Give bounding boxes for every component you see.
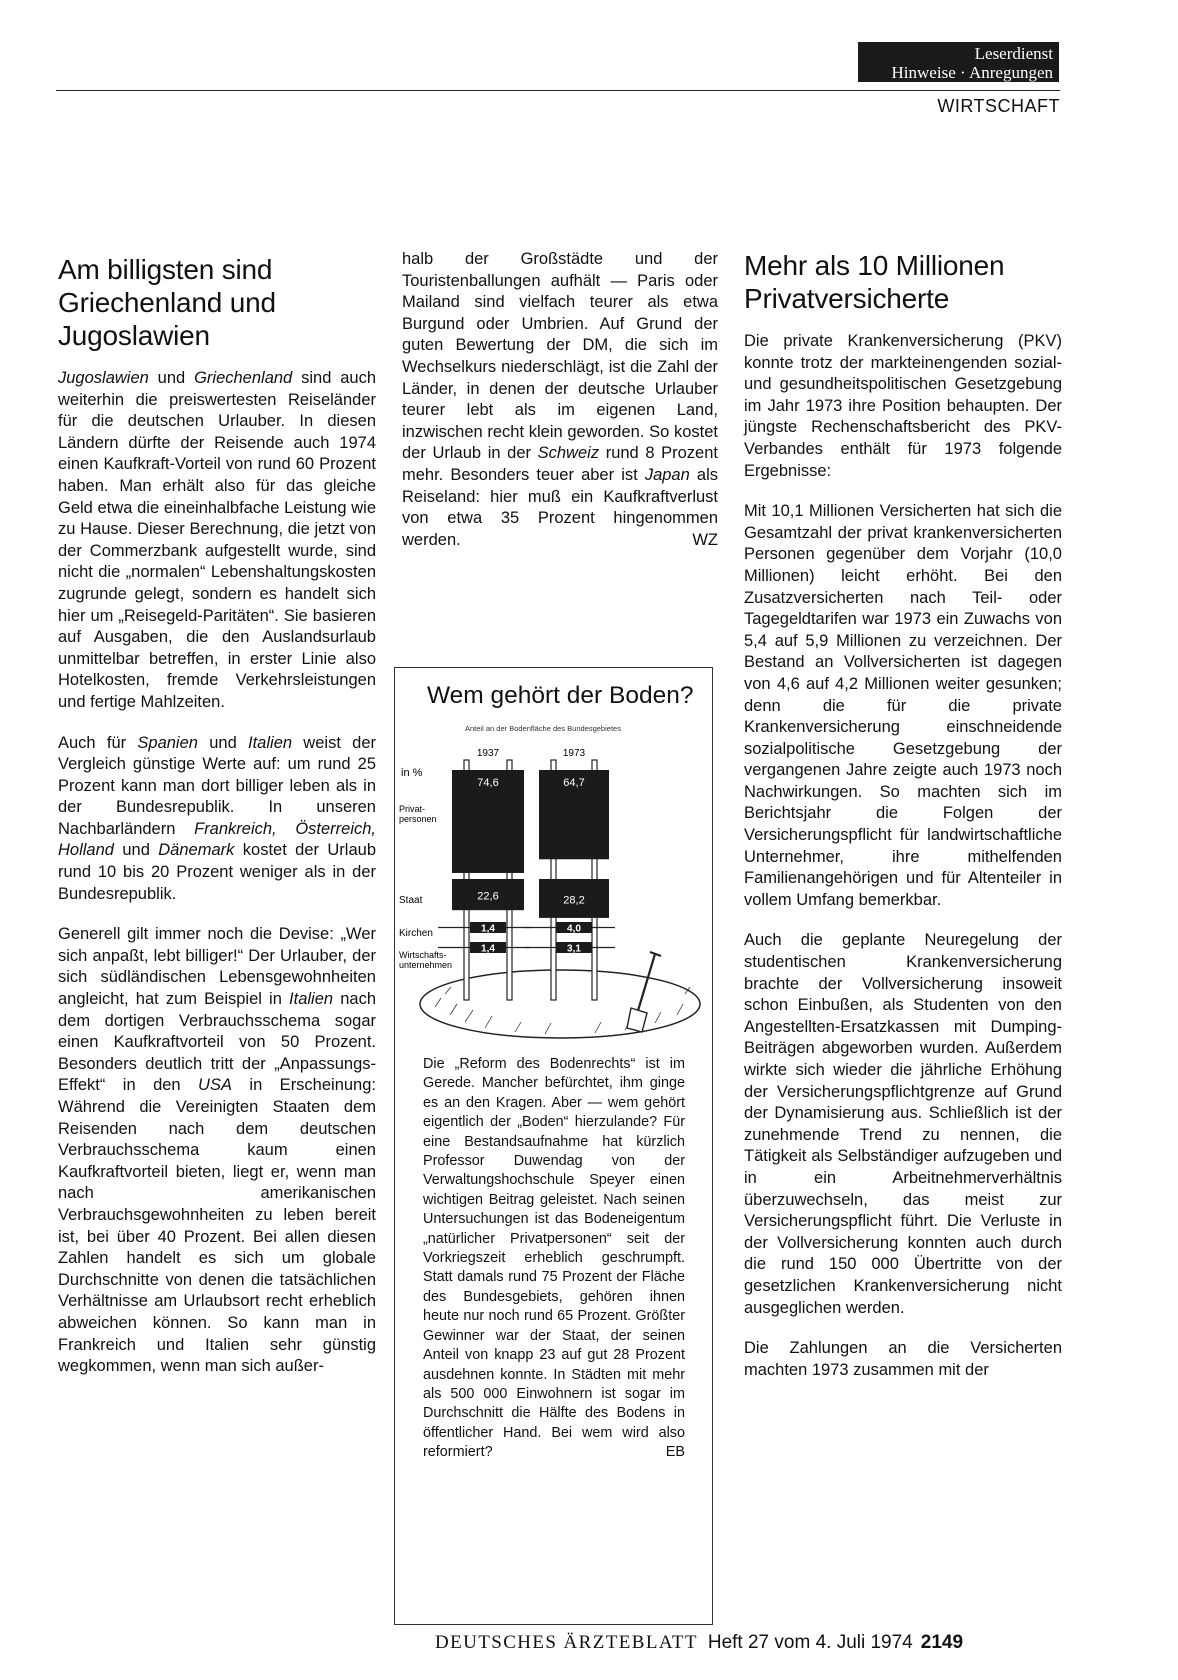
- text-run: Jugoslawien: [58, 369, 149, 387]
- data-label-3-1937: 1,4: [481, 943, 495, 955]
- text-run: und: [113, 841, 159, 860]
- article-1-column-2: [402, 249, 718, 551]
- text-run: Italien: [289, 990, 334, 1009]
- article-2-column: [744, 249, 1062, 1381]
- chart-subtitle: Anteil an der Bodenfläche des Bundesgebietes: [465, 724, 621, 733]
- row-label-kirchen: Kirchen: [399, 928, 433, 939]
- row-label-privatpersonen: Privat-personen: [399, 804, 437, 824]
- text-run: Spanien: [137, 733, 198, 752]
- ground-oval: [420, 970, 700, 1038]
- data-label-2-1937: 1,4: [481, 923, 495, 935]
- article-2-paragraph-4: Die Zahlungen an die Versicherten machten 1973 zusammen mit der: [744, 1339, 1062, 1379]
- text-run: Japan: [644, 465, 690, 484]
- text-run: sind auch weiterhin die preiswertesten Reiseländer für die deutschen Urlauber. In diesen Ländern dürfte der Reisende auch 1974 einen Kaufkraft-Vorteil von rund 60 Prozent haben. Man erhält also für das gleiche Geld etwa die eineinhalbfache Leistung wie zu Hause. Dieser Berechnung, die jetzt von der Commerzbank aufgestellt wurde, sind nicht die „normalen“ Lebenshaltungskosten zugrunde gelegt, sondern es handelt sich hier um „Reisegeld-Paritäten“. Sie basieren auf Ausgaben, die den Auslandsurlaub unmittelbar betreffen, in erster Linie also Hotelkosten, fremde Verkehrsleistungen und fertige Mahlzeiten.: [58, 369, 377, 711]
- unit-label: in %: [401, 767, 423, 779]
- info-box: [394, 667, 713, 1625]
- journal-name: DEUTSCHES ÄRZTEBLATT: [435, 1632, 698, 1653]
- text-run: in Erscheinung: Während die Vereinigten Staaten dem Reisenden nach dem deutschen Verbrauchsschema kaum einen Kaufkraftvorteil bieten, liegt er, wenn man nach amerikanischen Verbrauchsgewohnheiten zu leben bereit ist, bei über 40 Prozent. Bei allen diesen Zahlen handelt es sich um globale Durchschnitte von denen die tatsächlichen Verhältnisse am Urlaubsort recht erheblich abweichen können. So kann man in Frankreich und Italien sehr günstig wegkommen, wenn man sich außer-: [58, 1076, 376, 1376]
- article-2-paragraph-1: Die private Krankenversicherung (PKV) konnte trotz der markteinengenden sozial- und gesundheitspolitischen Gesetzgebung im Jahr 1973 ihre Position behaupten. Der jüngste Rechenschaftsbericht des PKV-Verbandes enthält für 1973 folgende Ergebnisse:: [744, 332, 1062, 480]
- year-label-1937: 1937: [476, 748, 500, 759]
- text-run: halb der Großstädte und der Touristenballungen aufhält — Paris oder Mailand sind vielfach teurer als etwa Burgund oder Umbrien. Auf Grund der guten Bewertung der DM, die sich im Wechselkurs niederschlägt, ist die Zahl der Länder, in denen der deutsche Urlauber teurer lebt als im eigenen Land, inzwischen recht klein geworden. So kostet der Urlaub in der: [402, 250, 718, 463]
- leserdienst-badge: [858, 42, 1059, 82]
- article-1-paragraph-2: [58, 733, 376, 906]
- text-run: Auch für: [58, 733, 138, 752]
- box-author: EB: [665, 1444, 685, 1461]
- issue-info: Heft 27 vom 4. Juli 1974: [707, 1632, 913, 1653]
- data-label-2-1973: 4,0: [567, 923, 581, 935]
- shovel-icon: [627, 952, 661, 1032]
- text-run: und: [197, 733, 249, 752]
- badge-line-1: Leserdienst: [974, 44, 1053, 63]
- text-run: weist der Vergleich günstige Werte auf: um rund 25 Prozent kann man dort billiger leben als in der Bundesrepublik. In unseren Nachbarländern: [58, 733, 377, 838]
- article-2-paragraph-3: Auch die geplante Neuregelung der studentischen Krankenversicherung brachte der Vollversicherung insoweit schon Einbußen, als Studenten von den Angestellten-Ersatzkassen mit Dumping-Beiträgen abgeworben wurden. Außerdem wirkte sich wieder die jährliche Erhöhung der Versicherungspflichtgrenze auf Grund der Dynamisierung aus. Schließlich ist der zunehmende Trend zu nennen, die Tätigkeit als Selbständiger aufzugeben und in ein Arbeitnehmerverhältnis überzuwechseln, das meist zur Versicherungspflicht führt. Die Verluste in der Vollversicherung konnten auch durch die rund 150 000 Übertritte von der gesetzlichen Krankenversicherung nicht ausgeglichen werden.: [744, 931, 1062, 1317]
- land-ownership-chart: [395, 732, 712, 1054]
- data-label-1-1937: 22,6: [477, 890, 499, 903]
- text-run: kostet der Urlaub rund 10 bis 20 Prozent weniger als in der Bundesrepublik.: [58, 841, 376, 903]
- grass-hatching: [435, 987, 690, 1034]
- page-footer: [435, 1632, 963, 1654]
- data-label-0-1973: 64,7: [563, 777, 585, 789]
- section-label: WIRTSCHAFT: [937, 96, 1060, 116]
- row-label-wirtschaftsunternehmen: Wirtschafts-unternehmen: [399, 950, 453, 970]
- text-run: nach dem dortigen Verbrauchsschema sogar einen Kaufkraftvorteil von 50 Prozent. Besonders deutlich tritt der „Anpassungs-Effekt“ in den: [58, 990, 376, 1095]
- text-run: Generell gilt immer noch die Devise: „Wer sich anpaßt, lebt billiger!“ Der Urlauber, der sich südländischen Lebensgewohnheiten angleicht, hat zum Beispiel in: [58, 925, 376, 1009]
- text-run: rund 8 Prozent mehr. Besonders teuer aber ist: [402, 444, 718, 484]
- data-label-0-1937: 74,6: [477, 777, 499, 789]
- text-run: Dänemark: [158, 841, 235, 860]
- header-rule: [56, 90, 1060, 91]
- row-label-staat: Staat: [399, 895, 423, 906]
- text-run: USA: [198, 1076, 232, 1095]
- article-1-author: WZ: [692, 530, 718, 549]
- page-number: 2149: [920, 1632, 964, 1653]
- article-1-column-1: [58, 253, 376, 1378]
- box-text: [423, 1055, 685, 1463]
- article-1-paragraph-1: [58, 368, 376, 714]
- text-run: und: [148, 369, 195, 387]
- article-2-title: Mehr als 10 Millionen Privatversicherte: [744, 250, 1005, 314]
- box-title: Wem gehört der Boden?: [427, 682, 694, 709]
- article-2-paragraph-2: Mit 10,1 Millionen Versicherten hat sich die Gesamtzahl der privat krankenversicherten Personen gegenüber dem Vorjahr (10,0 Millionen) leicht erhöht. Bei den Zusatzversicherten nach Teil- oder Tagegeldtarifen war 1973 ein Zuwachs von 5,4 auf 5,9 Millionen zu verzeichnen. Der Bestand an Vollversicherten ist dagegen von 4,6 auf 4,2 Millionen weiter gesunken; denn die für die private Krankenversicherung einschneidende sozialpolitische Gesetzgebung der vergangenen Jahre zeigte auch 1973 noch Nachwirkungen. So machten sich im Berichtsjahr die Folgen der Versicherungspflicht für landwirtschaftliche Unternehmer, ihre mithelfenden Familienangehörigen und für Altenteiler in vollem Umfang bemerkbar.: [744, 502, 1062, 909]
- badge-line-2: Hinweise · Anregungen: [891, 63, 1053, 82]
- article-1-paragraph-4: [402, 249, 718, 551]
- article-1-title: Am billigsten sind Griechenland und Jugoslawien: [58, 254, 276, 351]
- text-run: Frankreich, Österreich, Holland: [58, 819, 377, 860]
- year-label-1973: 1973: [562, 748, 586, 759]
- data-label-1-1973: 28,2: [563, 894, 585, 907]
- text-run: Italien: [248, 733, 293, 752]
- text-run: als Reiseland: hier muß ein Kaufkraftverlust von etwa 35 Prozent hingenommen werden.: [402, 465, 718, 549]
- data-label-3-1973: 3,1: [567, 943, 581, 955]
- text-run: Griechenland: [194, 369, 293, 387]
- text-run: Schweiz: [537, 444, 600, 463]
- box-text-body: Die „Reform des Bodenrechts“ ist im Gerede. Mancher befürchtet, ihm ginge es an den Kragen. Aber — wem gehört eigentlich der „Boden“ hierzulande? Für eine Bestandsaufnahme hat kürzlich Professor Duwendag von der Verwaltungshochschule Speyer einen wichtigen Beitrag geleistet. Nach seinen Untersuchungen ist das Bodeneigentum „natürlicher Privatpersonen“ seit der Vorkriegszeit erheblich geschrumpft. Statt damals rund 75 Prozent der Fläche des Bundesgebiets, gehören ihnen heute nur noch rund 65 Prozent. Größter Gewinner war der Staat, der seinen Anteil von knapp 23 auf gut 28 Prozent ausdehnen konnte. In Städten mit mehr als 500 000 Einwohnern ist sogar im Durchschnitt die Hälfte des Bodens in öffentlicher Hand. Bei wem wird also reformiert?: [423, 1056, 685, 1461]
- article-1-paragraph-3: [58, 924, 376, 1377]
